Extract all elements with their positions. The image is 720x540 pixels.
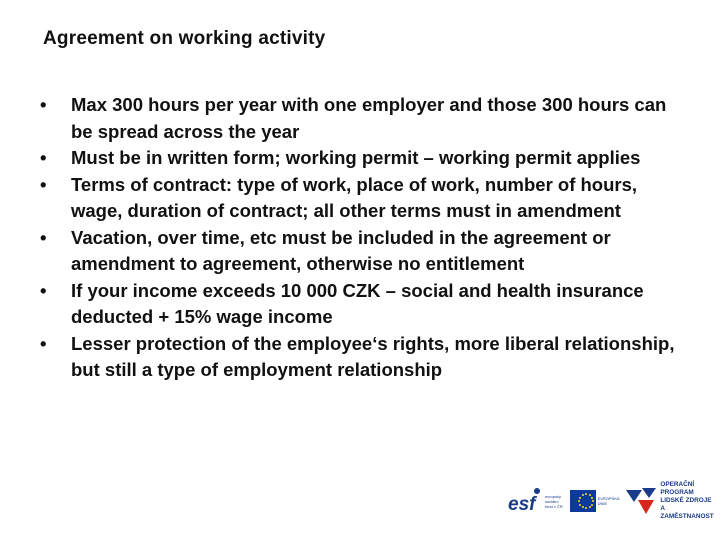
bullet-text: Must be in written form; working permit – working permit applies xyxy=(71,147,641,168)
eu-flag-icon xyxy=(570,490,595,512)
eu-star xyxy=(591,504,593,506)
op-line: A ZAMĚSTNANOST xyxy=(660,505,714,520)
esf-logo-text: esf xyxy=(508,494,536,515)
eu-star xyxy=(578,500,580,502)
slide-title: Agreement on working activity xyxy=(43,28,326,49)
eu-star xyxy=(582,506,584,508)
bullet-dot: • xyxy=(40,147,47,168)
bullet-text: Lesser protection of the employee‘s rights, more liberal relationship, but still a type of employment relationship xyxy=(71,332,675,380)
eu-star xyxy=(579,497,581,499)
bullet-item xyxy=(40,145,690,172)
eu-star xyxy=(589,494,591,496)
eu-star xyxy=(589,506,591,508)
eu-star xyxy=(579,504,581,506)
bullet-item xyxy=(40,172,690,225)
bullet-item xyxy=(40,92,690,145)
bullet-dot: • xyxy=(40,332,47,354)
eu-star xyxy=(592,500,594,502)
bullet-text: Terms of contract: type of work, place of work, number of hours, wage, duration of contract; all other terms must in amendment xyxy=(71,173,638,221)
op-line: OPERAČNÍ PROGRAM xyxy=(660,481,695,496)
eu-star xyxy=(582,494,584,496)
eu-star xyxy=(591,497,593,499)
eu-caption: EVROPSKÁ UNIE xyxy=(597,496,620,506)
esf-caption: evropský sociální fond v ČR xyxy=(545,493,563,509)
esf-logo xyxy=(507,484,543,518)
bullet-dot: • xyxy=(40,226,47,248)
bullet-list xyxy=(40,92,690,384)
bullet-text: Vacation, over time, etc must be included in the agreement or amendment to agreement, otherwise no entitlement xyxy=(71,226,611,274)
bullet-item xyxy=(40,225,690,278)
bullet-item xyxy=(40,278,690,331)
bullet-dot: • xyxy=(40,279,47,301)
eu-star xyxy=(585,507,587,509)
eu-star xyxy=(585,493,587,495)
op-logo-icon xyxy=(624,486,658,516)
bullet-text: Max 300 hours per year with one employer and those 300 hours can be spread across the year xyxy=(71,94,667,142)
op-line: LIDSKÉ ZDROJE xyxy=(660,497,712,504)
bullet-dot: • xyxy=(40,94,47,115)
bullet-text: If your income exceeds 10 000 CZK – social and health insurance deducted + 15% wage income xyxy=(71,279,644,327)
bullet-item xyxy=(40,331,690,384)
op-caption xyxy=(660,481,715,521)
funding-logos xyxy=(507,480,715,522)
bullet-dot: • xyxy=(40,173,47,195)
